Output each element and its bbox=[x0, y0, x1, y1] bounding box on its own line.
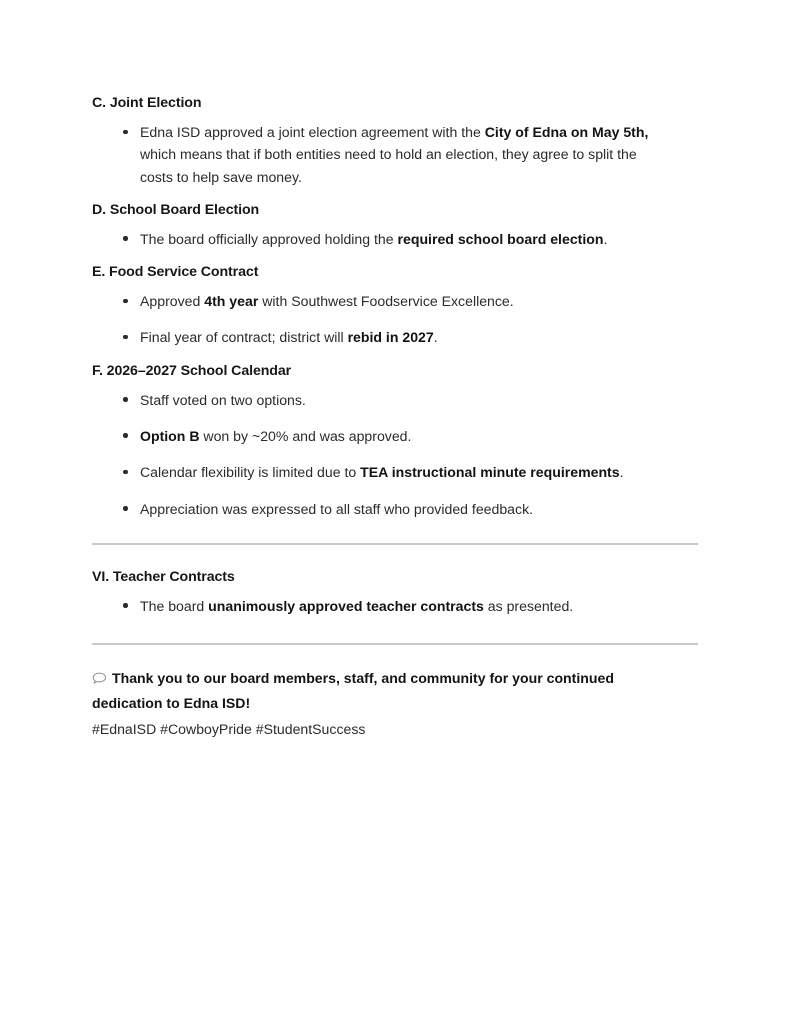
list-item-text bbox=[140, 501, 533, 517]
bullet-dot-icon bbox=[123, 397, 128, 402]
hashtags-line: #EdnaISD #CowboyPride #StudentSuccess bbox=[92, 720, 366, 737]
bullet-dot-icon bbox=[123, 299, 128, 304]
plain-text: Approved bbox=[140, 293, 205, 310]
list-item bbox=[92, 425, 672, 447]
bullet-dot-icon bbox=[123, 603, 128, 608]
list-item-text bbox=[140, 464, 624, 480]
plain-text: . bbox=[619, 464, 624, 481]
list-item bbox=[92, 228, 672, 250]
section-heading-teacher-contracts: VI. Teacher Contracts bbox=[92, 568, 235, 585]
list-item bbox=[92, 290, 672, 312]
section-heading-school-calendar: F. 2026–2027 School Calendar bbox=[92, 362, 292, 379]
section-school-board-election bbox=[92, 202, 672, 250]
plain-text: Final year of contract; district will bbox=[140, 329, 348, 346]
bullet-dot-icon bbox=[123, 335, 128, 340]
list-item bbox=[92, 461, 672, 483]
plain-text: . bbox=[433, 329, 438, 346]
list-item-text bbox=[140, 231, 607, 247]
horizontal-divider bbox=[92, 543, 698, 545]
list-item-text bbox=[140, 598, 573, 614]
section-heading-school-board-election: D. School Board Election bbox=[92, 201, 260, 218]
plain-text: as presented. bbox=[483, 597, 574, 614]
emphasis-text: City of Edna on May 5th, bbox=[484, 124, 649, 141]
closing-block bbox=[92, 667, 672, 740]
bullet-list-joint-election bbox=[92, 121, 672, 188]
bullet-list-school-calendar bbox=[92, 389, 672, 520]
bullet-list-food-service-contract bbox=[92, 290, 672, 349]
section-teacher-contracts bbox=[92, 569, 672, 617]
plain-text: The board officially approved holding the bbox=[140, 230, 398, 247]
emphasis-text: unanimously approved teacher contracts bbox=[208, 597, 484, 614]
list-item-text bbox=[140, 124, 648, 185]
list-item bbox=[92, 498, 672, 520]
plain-text: with Southwest Foodservice Excellence. bbox=[258, 293, 514, 310]
emphasis-text: rebid in 2027 bbox=[347, 329, 434, 346]
bullet-dot-icon bbox=[123, 130, 128, 135]
section-heading-food-service-contract: E. Food Service Contract bbox=[92, 264, 259, 281]
section-heading-joint-election: C. Joint Election bbox=[92, 95, 202, 111]
thank-you-message bbox=[92, 667, 652, 715]
list-item bbox=[92, 121, 672, 188]
emphasis-text: 4th year bbox=[204, 293, 259, 310]
speech-balloon-icon bbox=[92, 669, 107, 692]
bullet-dot-icon bbox=[123, 506, 128, 511]
bullet-list-school-board-election bbox=[92, 228, 672, 250]
plain-text: which means that if both entities need to hold an election, they agree to split the costs to help save money. bbox=[140, 146, 637, 185]
bullet-dot-icon bbox=[123, 433, 128, 438]
list-item-text bbox=[140, 428, 411, 444]
horizontal-divider bbox=[92, 643, 698, 645]
plain-text: The board bbox=[140, 597, 209, 614]
emphasis-text: Option B bbox=[140, 427, 200, 444]
plain-text: Calendar flexibility is limited due to bbox=[140, 464, 361, 481]
list-item bbox=[92, 595, 672, 617]
bullet-dot-icon bbox=[123, 236, 128, 241]
list-item bbox=[92, 389, 672, 411]
list-item-text bbox=[140, 293, 514, 309]
bullet-dot-icon bbox=[123, 470, 128, 475]
section-joint-election bbox=[92, 95, 672, 188]
list-item bbox=[92, 326, 672, 348]
document-body bbox=[92, 95, 672, 741]
plain-text: won by ~20% and was approved. bbox=[199, 427, 412, 444]
divider-container-top bbox=[92, 543, 672, 545]
divider-container-bottom bbox=[92, 643, 672, 645]
list-item-text bbox=[140, 392, 306, 408]
plain-text: Appreciation was expressed to all staff who provided feedback. bbox=[140, 500, 534, 517]
plain-text: Staff voted on two options. bbox=[140, 391, 306, 408]
emphasis-text: TEA instructional minute requirements bbox=[360, 464, 620, 481]
plain-text: . bbox=[603, 230, 608, 247]
section-school-calendar bbox=[92, 363, 672, 520]
list-item-text bbox=[140, 329, 438, 345]
section-food-service-contract bbox=[92, 264, 672, 349]
bullet-list-teacher-contracts bbox=[92, 595, 672, 617]
emphasis-text: required school board election bbox=[397, 230, 604, 247]
thank-you-text: Thank you to our board members, staff, and community for your continued dedication to Edna ISD! bbox=[92, 670, 614, 711]
plain-text: Edna ISD approved a joint election agreement with the bbox=[140, 124, 485, 141]
